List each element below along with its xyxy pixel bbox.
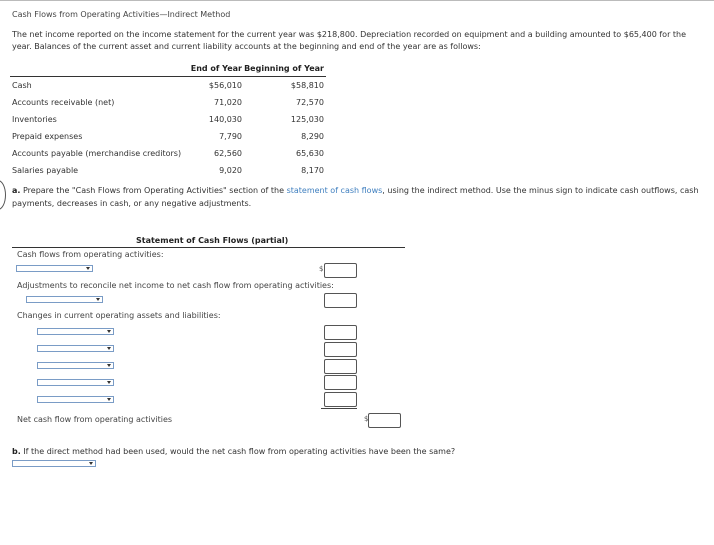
table-row	[10, 128, 326, 145]
change-dropdown-4[interactable]	[37, 379, 114, 386]
row-label: Prepaid expenses	[12, 132, 83, 141]
statement-title-rule	[12, 247, 405, 248]
table-row	[10, 145, 326, 162]
table-row	[10, 111, 326, 128]
row-label: Inventories	[12, 115, 57, 124]
row-begin-value: 72,570	[296, 98, 324, 107]
changes-label: Changes in current operating assets and liabilities:	[17, 311, 221, 320]
left-margin-arc	[0, 180, 6, 210]
change-dropdown-1[interactable]	[37, 328, 114, 335]
page-title: Cash Flows from Operating Activities—Indirect Method	[12, 10, 231, 19]
row-label: Cash	[10, 77, 190, 95]
row-end-value: 140,030	[208, 115, 242, 124]
row-end-value: $56,010	[190, 77, 242, 95]
net-cash-flow-input[interactable]	[368, 413, 401, 428]
row-end-value: 62,560	[214, 149, 242, 158]
net-income-dropdown[interactable]	[16, 265, 93, 272]
table-row	[10, 162, 326, 179]
statement-title: Statement of Cash Flows (partial)	[136, 236, 289, 245]
net-cash-flow-label: Net cash flow from operating activities	[17, 415, 173, 424]
question-a-label: a.	[12, 186, 21, 195]
change-dropdown-3[interactable]	[37, 362, 114, 369]
adjustments-label: Adjustments to reconcile net income to net cash flow from operating activities:	[17, 281, 334, 290]
col-beginning-of-year: Beginning of Year	[244, 63, 324, 73]
row-label: Accounts payable (merchandise creditors)	[12, 149, 182, 158]
question-b-label: b.	[12, 447, 21, 456]
change-amount-input-5[interactable]	[324, 392, 357, 407]
change-amount-input-4[interactable]	[324, 375, 357, 390]
row-begin-value: 8,170	[301, 166, 324, 175]
question-b	[12, 447, 455, 456]
top-border	[0, 0, 714, 1]
change-amount-input-1[interactable]	[324, 325, 357, 340]
row-begin-value: 65,630	[296, 149, 324, 158]
row-label: Accounts receivable (net)	[12, 98, 115, 107]
question-a-text-1: Prepare the "Cash Flows from Operating Activities" section of the	[20, 186, 287, 195]
statement-of-cash-flows-link[interactable]: statement of cash flows	[286, 186, 383, 195]
question-b-text: If the direct method had been used, would the net cash flow from operating activities have been the same?	[20, 447, 456, 456]
balances-header-row	[10, 60, 326, 77]
row-label: Salaries payable	[12, 166, 79, 175]
row-begin-value: $58,810	[242, 77, 326, 95]
direct-method-answer-dropdown[interactable]	[12, 460, 96, 467]
net-income-amount-input[interactable]	[324, 263, 357, 278]
change-amount-input-2[interactable]	[324, 342, 357, 357]
currency-symbol: $	[319, 265, 324, 273]
row-end-value: 71,020	[214, 98, 242, 107]
row-end-value: 7,790	[219, 132, 242, 141]
row-begin-value: 8,290	[301, 132, 324, 141]
adjustment-dropdown[interactable]	[26, 296, 103, 303]
change-dropdown-5[interactable]	[37, 396, 114, 403]
change-dropdown-2[interactable]	[37, 345, 114, 352]
row-end-value: 9,020	[219, 166, 242, 175]
balances-table	[10, 60, 326, 179]
question-a-text-2: , using the indirect method. Use the minus sign to indicate cash outflows, cash payments, decreases in cash, or any negative adjustments.	[12, 186, 699, 208]
operating-activities-label: Cash flows from operating activities:	[17, 250, 164, 259]
table-row	[10, 94, 326, 111]
change-amount-input-3[interactable]	[324, 359, 357, 374]
currency-symbol: $	[364, 415, 369, 423]
problem-intro: The net income reported on the income statement for the current year was $218,800. Depreciation recorded on equipment and a building amounted to $65,400 for the year. Balances of the current asset and current liability accounts at the beginning and end of the year are as follows:	[12, 30, 687, 51]
table-row	[10, 77, 326, 95]
row-begin-value: 125,030	[290, 115, 324, 124]
col-end-of-year: End of Year	[190, 63, 242, 73]
adjustment-amount-input[interactable]	[324, 293, 357, 308]
sum-underline	[321, 408, 357, 409]
question-a	[12, 184, 706, 210]
